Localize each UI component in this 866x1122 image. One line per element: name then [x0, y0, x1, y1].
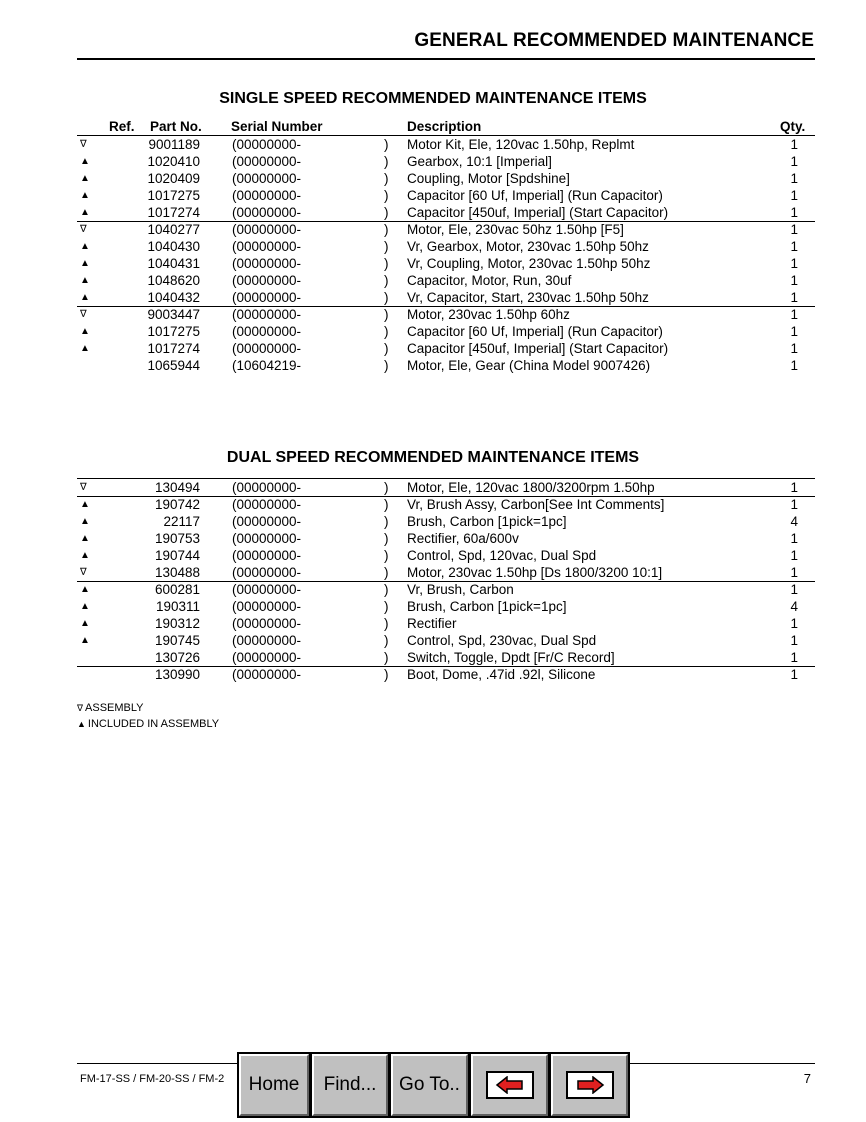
included-symbol-icon: ▲ [80, 190, 90, 201]
table-row [0, 255, 866, 272]
part-number-cell: 130990 [154, 667, 200, 682]
serial-paren: ) [384, 137, 389, 152]
qty-cell: 1 [790, 650, 798, 665]
table-row [0, 581, 866, 598]
serial-paren: ) [384, 497, 389, 512]
serial-number-cell: (00000000- [232, 480, 302, 495]
included-symbol-icon: ▲ [80, 275, 90, 286]
description-cell: Capacitor [60 Uf, Imperial] (Run Capacitor) [407, 188, 663, 203]
serial-number-cell: (00000000- [232, 514, 302, 529]
table-row [0, 306, 866, 323]
qty-cell: 1 [790, 531, 798, 546]
find-button[interactable]: Find... [312, 1054, 388, 1116]
part-number-cell: 130488 [154, 565, 200, 580]
serial-number-cell: (00000000- [232, 205, 302, 220]
included-symbol-icon: ▲ [80, 326, 90, 337]
description-cell: Vr, Gearbox, Motor, 230vac 1.50hp 50hz [407, 239, 649, 254]
qty-cell: 1 [790, 480, 798, 495]
page-title: GENERAL RECOMMENDED MAINTENANCE [414, 30, 814, 51]
serial-number-cell: (00000000- [232, 171, 302, 186]
arrow-left-icon [486, 1071, 534, 1099]
serial-number-cell: (00000000- [232, 667, 302, 682]
table-row [0, 272, 866, 289]
description-cell: Vr, Coupling, Motor, 230vac 1.50hp 50hz [407, 256, 651, 271]
table-row [0, 598, 866, 615]
included-symbol-icon: ▲ [80, 618, 90, 629]
serial-paren: ) [384, 256, 389, 271]
description-cell: Capacitor, Motor, Run, 30uf [407, 273, 572, 288]
serial-number-cell: (00000000- [232, 273, 302, 288]
table-row [0, 340, 866, 357]
serial-number-cell: (00000000- [232, 222, 302, 237]
qty-cell: 4 [790, 514, 798, 529]
table-row [0, 547, 866, 564]
part-number-cell: 190312 [154, 616, 200, 631]
part-number-cell: 1040432 [147, 290, 200, 305]
description-cell: Boot, Dome, .47id .92l, Silicone [407, 667, 596, 682]
nav-toolbar [237, 1052, 630, 1118]
serial-number-cell: (00000000- [232, 307, 302, 322]
title-rule [77, 58, 815, 60]
serial-number-cell: (00000000- [232, 256, 302, 271]
serial-paren: ) [384, 341, 389, 356]
description-cell: Vr, Capacitor, Start, 230vac 1.50hp 50hz [407, 290, 649, 305]
description-cell: Motor, Ele, 230vac 50hz 1.50hp [F5] [407, 222, 624, 237]
serial-paren: ) [384, 205, 389, 220]
table-row [0, 666, 866, 683]
part-number-cell: 190742 [154, 497, 200, 512]
part-number-cell: 190753 [154, 531, 200, 546]
qty-cell: 1 [790, 205, 798, 220]
footer-models: FM-17-SS / FM-20-SS / FM-2 [80, 1073, 225, 1085]
included-symbol-icon: ▲ [80, 516, 90, 527]
table-row [0, 187, 866, 204]
col-header-part: Part No. [150, 119, 202, 134]
table-row [0, 136, 866, 153]
part-number-cell: 9003447 [147, 307, 200, 322]
included-symbol-icon: ▲ [77, 719, 86, 729]
qty-cell: 1 [790, 497, 798, 512]
table-row [0, 479, 866, 496]
qty-cell: 1 [790, 565, 798, 580]
included-symbol-icon: ▲ [80, 635, 90, 646]
included-symbol-icon: ▲ [80, 499, 90, 510]
serial-number-cell: (00000000- [232, 633, 302, 648]
page-number: 7 [803, 1071, 811, 1086]
qty-cell: 1 [790, 137, 798, 152]
description-cell: Capacitor [450uf, Imperial] (Start Capacitor) [407, 341, 669, 356]
col-header-description: Description [407, 119, 482, 134]
part-number-cell: 130494 [154, 480, 200, 495]
single-speed-title: SINGLE SPEED RECOMMENDED MAINTENANCE ITEMS [219, 90, 647, 107]
part-number-cell: 1040277 [147, 222, 200, 237]
serial-paren: ) [384, 222, 389, 237]
description-cell: Control, Spd, 120vac, Dual Spd [407, 548, 597, 563]
legend-assembly-label: ASSEMBLY [85, 702, 144, 714]
qty-cell: 1 [790, 256, 798, 271]
part-number-cell: 600281 [154, 582, 200, 597]
legend-included [77, 718, 219, 730]
table-row [0, 170, 866, 187]
description-cell: Motor Kit, Ele, 120vac 1.50hp, Replmt [407, 137, 635, 152]
serial-paren: ) [384, 273, 389, 288]
description-cell: Gearbox, 10:1 [Imperial] [407, 154, 552, 169]
serial-paren: ) [384, 667, 389, 682]
assembly-symbol-icon: ∇ [80, 224, 87, 235]
part-number-cell: 1020410 [147, 154, 200, 169]
included-symbol-icon: ▲ [80, 584, 90, 595]
table-row [0, 357, 866, 374]
serial-number-cell: (00000000- [232, 324, 302, 339]
description-cell: Brush, Carbon [1pick=1pc] [407, 514, 567, 529]
home-button[interactable]: Home [239, 1054, 309, 1116]
serial-paren: ) [384, 514, 389, 529]
included-symbol-icon: ▲ [80, 241, 90, 252]
serial-number-cell: (00000000- [232, 154, 302, 169]
included-symbol-icon: ▲ [80, 258, 90, 269]
table-row [0, 530, 866, 547]
assembly-symbol-icon: ∇ [80, 567, 87, 578]
table-row [0, 323, 866, 340]
qty-cell: 1 [790, 667, 798, 682]
col-header-qty: Qty. [780, 119, 806, 134]
assembly-symbol-icon: ∇ [80, 309, 87, 320]
included-symbol-icon: ▲ [80, 533, 90, 544]
serial-number-cell: (00000000- [232, 341, 302, 356]
qty-cell: 1 [790, 290, 798, 305]
serial-paren: ) [384, 599, 389, 614]
serial-paren: ) [384, 239, 389, 254]
goto-button[interactable]: Go To.. [391, 1054, 468, 1116]
part-number-cell: 1065944 [147, 358, 200, 373]
qty-cell: 1 [790, 358, 798, 373]
table-row [0, 204, 866, 221]
legend-included-label: INCLUDED IN ASSEMBLY [87, 718, 220, 730]
description-cell: Capacitor [60 Uf, Imperial] (Run Capacitor) [407, 324, 663, 339]
serial-paren: ) [384, 582, 389, 597]
part-number-cell: 190745 [154, 633, 200, 648]
description-cell: Vr, Brush, Carbon [407, 582, 514, 597]
serial-paren: ) [384, 633, 389, 648]
qty-cell: 1 [790, 324, 798, 339]
serial-paren: ) [384, 171, 389, 186]
part-number-cell: 1017275 [147, 188, 200, 203]
serial-paren: ) [384, 650, 389, 665]
assembly-symbol-icon: ∇ [80, 139, 87, 150]
serial-number-cell: (00000000- [232, 188, 302, 203]
included-symbol-icon: ▲ [80, 343, 90, 354]
arrow-right-icon [566, 1071, 614, 1099]
description-cell: Motor, Ele, 120vac 1800/3200rpm 1.50hp [407, 480, 655, 495]
table-row [0, 153, 866, 170]
qty-cell: 1 [790, 616, 798, 631]
qty-cell: 1 [790, 154, 798, 169]
description-cell: Rectifier [407, 616, 457, 631]
serial-paren: ) [384, 358, 389, 373]
qty-cell: 1 [790, 307, 798, 322]
description-cell: Rectifier, 60a/600v [407, 531, 519, 546]
serial-number-cell: (00000000- [232, 599, 302, 614]
included-symbol-icon: ▲ [80, 292, 90, 303]
qty-cell: 1 [790, 341, 798, 356]
description-cell: Vr, Brush Assy, Carbon[See Int Comments] [407, 497, 665, 512]
legend-assembly [77, 702, 144, 714]
description-cell: Switch, Toggle, Dpdt [Fr/C Record] [407, 650, 615, 665]
serial-paren: ) [384, 307, 389, 322]
serial-number-cell: (00000000- [232, 290, 302, 305]
table-row [0, 615, 866, 632]
serial-paren: ) [384, 290, 389, 305]
description-cell: Motor, Ele, Gear (China Model 9007426) [407, 358, 651, 373]
included-symbol-icon: ▲ [80, 550, 90, 561]
part-number-cell: 9001189 [148, 137, 200, 152]
table-row [0, 649, 866, 666]
serial-paren: ) [384, 188, 389, 203]
previous-page-button[interactable] [471, 1054, 548, 1116]
table-row [0, 289, 866, 306]
part-number-cell: 1017274 [147, 341, 200, 356]
serial-paren: ) [384, 154, 389, 169]
part-number-cell: 1040431 [147, 256, 200, 271]
included-symbol-icon: ▲ [80, 207, 90, 218]
included-symbol-icon: ▲ [80, 173, 90, 184]
serial-number-cell: (00000000- [232, 582, 302, 597]
included-symbol-icon: ▲ [80, 601, 90, 612]
qty-cell: 1 [790, 273, 798, 288]
assembly-symbol-icon: ∇ [77, 703, 84, 713]
serial-paren: ) [384, 616, 389, 631]
serial-paren: ) [384, 531, 389, 546]
serial-paren: ) [384, 324, 389, 339]
table-row [0, 513, 866, 530]
qty-cell: 1 [790, 188, 798, 203]
description-cell: Motor, 230vac 1.50hp 60hz [407, 307, 570, 322]
description-cell: Brush, Carbon [1pick=1pc] [407, 599, 567, 614]
serial-number-cell: (00000000- [232, 531, 302, 546]
serial-number-cell: (00000000- [232, 565, 302, 580]
serial-number-cell: (00000000- [232, 137, 302, 152]
dual-speed-title: DUAL SPEED RECOMMENDED MAINTENANCE ITEMS [226, 449, 640, 466]
qty-cell: 1 [790, 222, 798, 237]
col-header-ref: Ref. [109, 119, 135, 134]
table-row [0, 564, 866, 581]
table-row [0, 632, 866, 649]
table-row [0, 221, 866, 238]
part-number-cell: 190744 [154, 548, 200, 563]
qty-cell: 1 [790, 582, 798, 597]
part-number-cell: 1020409 [147, 171, 200, 186]
qty-cell: 1 [790, 548, 798, 563]
serial-number-cell: (00000000- [232, 616, 302, 631]
serial-number-cell: (10604219- [232, 358, 302, 373]
part-number-cell: 130726 [154, 650, 200, 665]
serial-number-cell: (00000000- [232, 497, 302, 512]
description-cell: Coupling, Motor [Spdshine] [407, 171, 570, 186]
assembly-symbol-icon: ∇ [80, 482, 87, 493]
qty-cell: 1 [790, 171, 798, 186]
included-symbol-icon: ▲ [80, 156, 90, 167]
qty-cell: 1 [790, 633, 798, 648]
description-cell: Capacitor [450uf, Imperial] (Start Capacitor) [407, 205, 669, 220]
table-row [0, 238, 866, 255]
next-page-button[interactable] [551, 1054, 628, 1116]
serial-number-cell: (00000000- [232, 650, 302, 665]
description-cell: Motor, 230vac 1.50hp [Ds 1800/3200 10:1] [407, 565, 663, 580]
part-number-cell: 1017274 [147, 205, 200, 220]
serial-number-cell: (00000000- [232, 239, 302, 254]
col-header-serial: Serial Number [231, 119, 323, 134]
qty-cell: 1 [790, 239, 798, 254]
part-number-cell: 1040430 [147, 239, 200, 254]
part-number-cell: 1017275 [147, 324, 200, 339]
part-number-cell: 22117 [163, 514, 200, 529]
serial-paren: ) [384, 480, 389, 495]
serial-paren: ) [384, 548, 389, 563]
part-number-cell: 1048620 [147, 273, 200, 288]
table-row [0, 496, 866, 513]
serial-paren: ) [384, 565, 389, 580]
part-number-cell: 190311 [155, 599, 200, 614]
serial-number-cell: (00000000- [232, 548, 302, 563]
description-cell: Control, Spd, 230vac, Dual Spd [407, 633, 597, 648]
qty-cell: 4 [790, 599, 798, 614]
